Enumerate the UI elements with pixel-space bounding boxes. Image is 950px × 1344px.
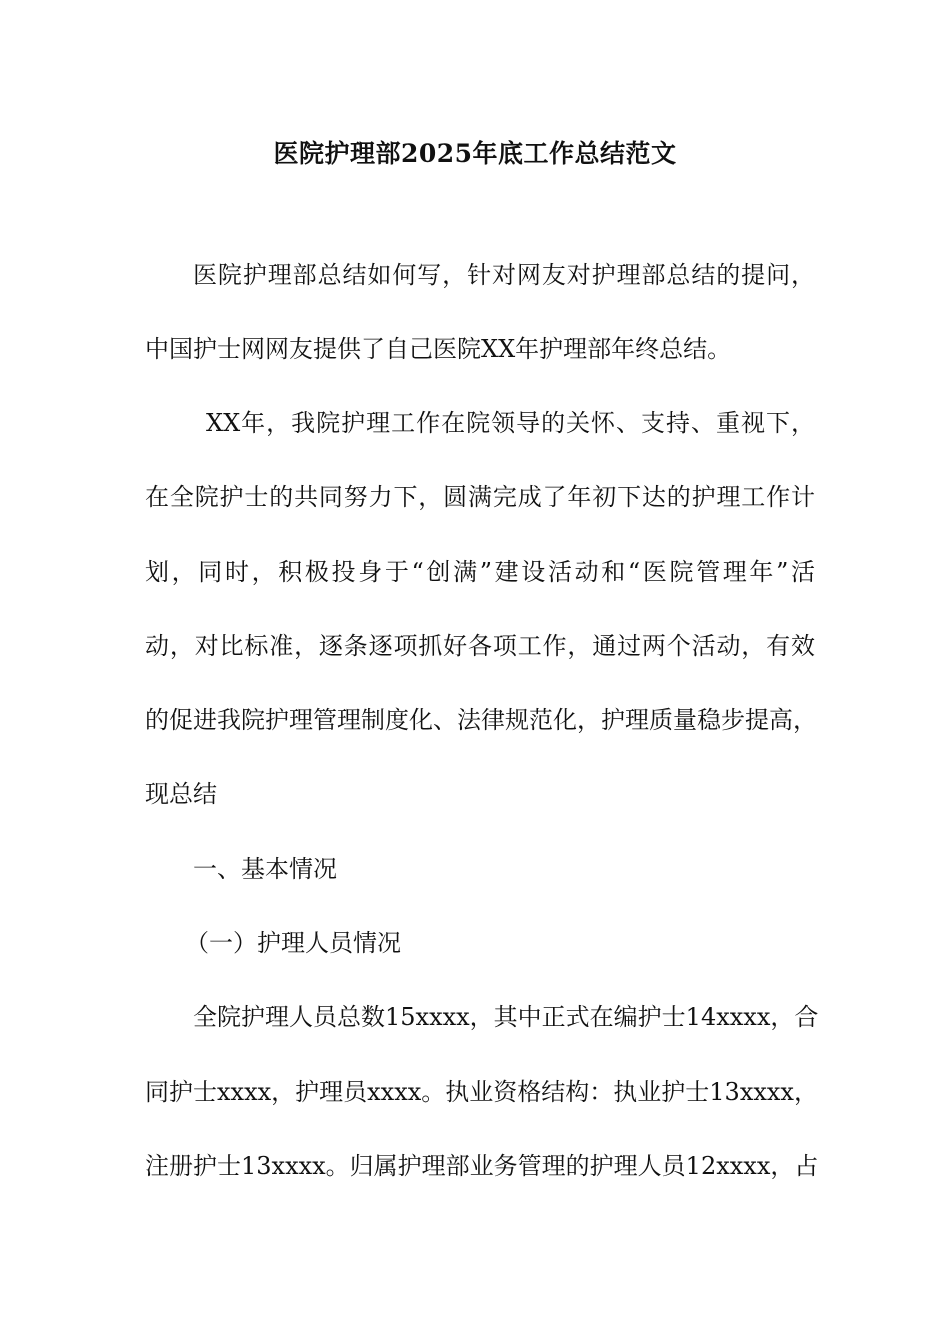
document-title: 医院护理部2025年底工作总结范文: [273, 139, 677, 168]
section-heading: 一、基本情况: [193, 855, 337, 883]
paragraph-line: 医院护理部总结如何写，针对网友对护理部总结的提问，: [193, 261, 815, 289]
paragraph-line: 中国护士网网友提供了自己医院XX年护理部年终总结。: [145, 335, 732, 363]
paragraph-line: 的促进我院护理管理制度化、法律规范化，护理质量稳步提高，: [145, 706, 817, 734]
paragraph-line: 现总结: [145, 780, 217, 808]
paragraph-line: 同护士xxxx，护理员xxxx。执业资格结构：执业护士13xxxx，: [145, 1078, 818, 1106]
paragraph-line: XX年，我院护理工作在院领导的关怀、支持、重视下，: [206, 409, 815, 437]
subsection-heading: （一）护理人员情况: [185, 929, 401, 957]
paragraph-line: 注册护士13xxxx。归属护理部业务管理的护理人员12xxxx，占: [145, 1152, 819, 1180]
paragraph-line: 全院护理人员总数15xxxx，其中正式在编护士14xxxx，合: [193, 1003, 819, 1031]
paragraph-line: 划，同时，积极投身于“创满”建设活动和“医院管理年”活: [145, 558, 815, 586]
paragraph-line: 在全院护士的共同努力下，圆满完成了年初下达的护理工作计: [145, 483, 815, 511]
paragraph-line: 动，对比标准，逐条逐项抓好各项工作，通过两个活动，有效: [145, 632, 815, 660]
